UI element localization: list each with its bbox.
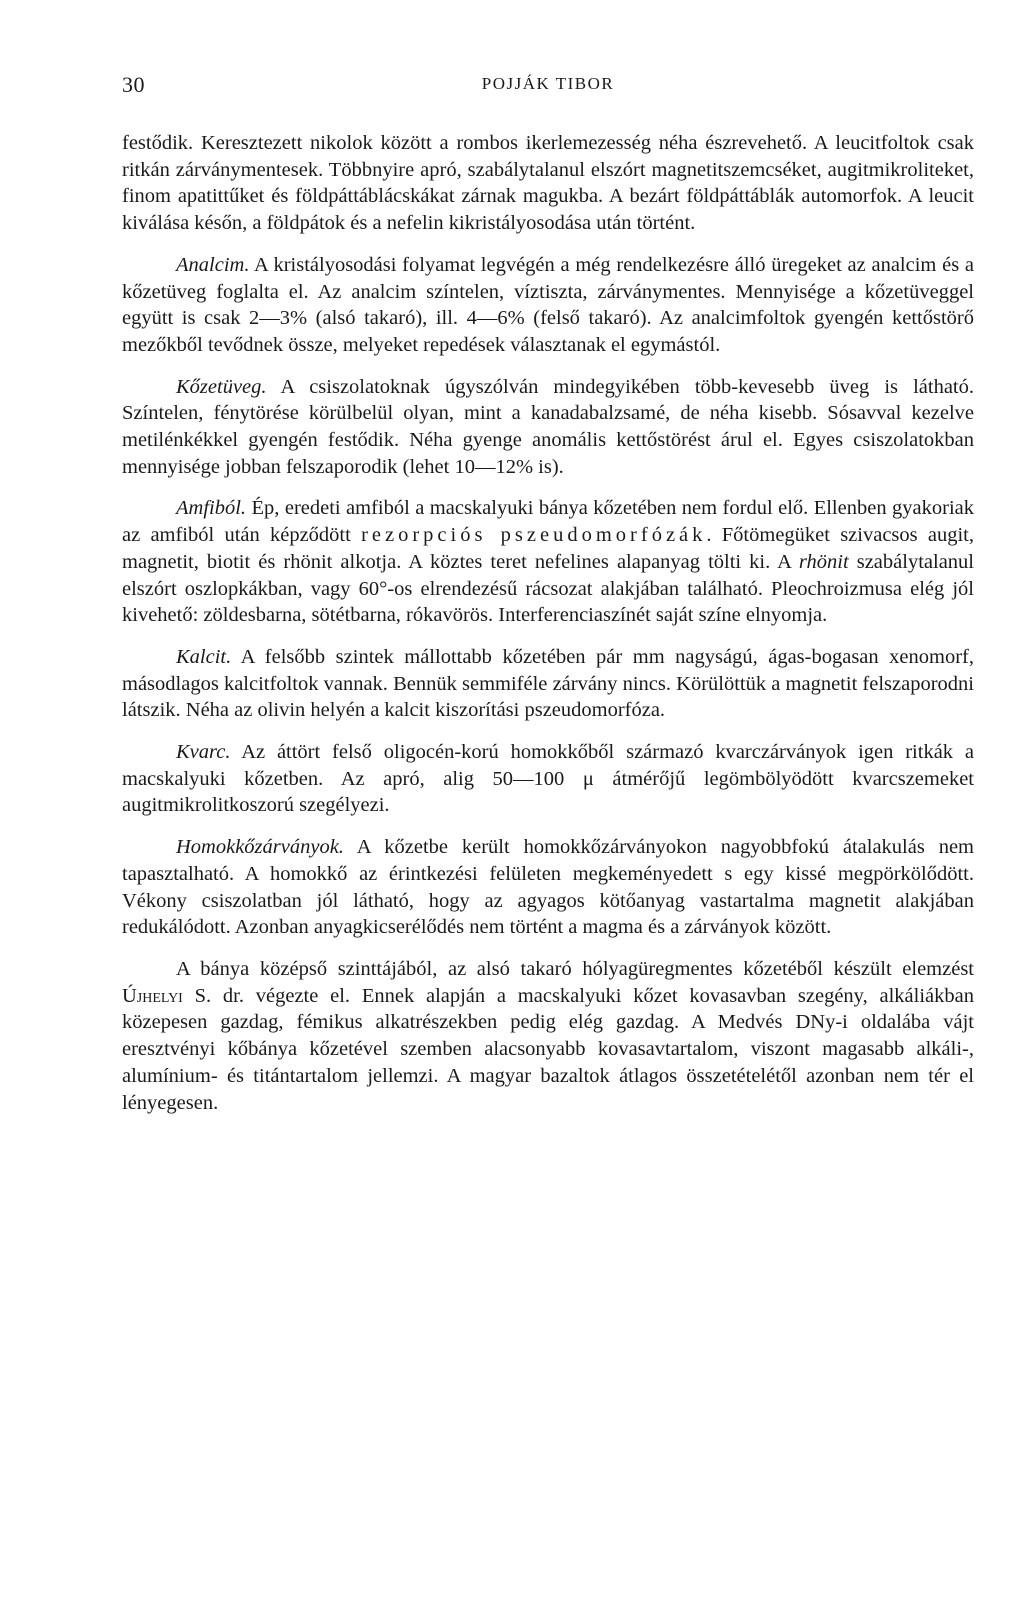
italic-term: rhönit (798, 550, 849, 573)
paragraph-text: A kristályosodási folyamat legvégén a még rendelkezésre álló üregeket az analcim és a kőzetüveg foglalta el. Az analcim színtelen, víztiszta, zárványmentes. Mennyisége a kőzetüveggel együtt is csak 2—3% (alsó takaró), ill. 4—6% (felső takaró). Az analcimfoltok gyengén kettőstörő mezőkből tevődnek össze, melyeket repedések választanak el egymástól. (122, 253, 974, 356)
section-lead-amfibol: Amfiból. (176, 497, 247, 520)
spaced-term: rezorpciós pszeudomorfózák (361, 524, 707, 547)
paragraph-homokkozarvanyok (122, 834, 974, 941)
page-number: 30 (122, 72, 145, 97)
paragraph-elemzes (122, 956, 974, 1116)
section-lead-kalcit: Kalcit. (176, 645, 232, 668)
paragraph-text: A bánya középső szinttájából, az alsó takaró hólyagüregmentes kőzetéből készült elemzést (176, 957, 974, 980)
paragraph-text: A felsőbb szintek mállottabb kőzetében pár mm nagyságú, ágas-bogasan xenomorf, másodlagos kalcitfoltok vannak. Bennük semmiféle zárvány nincs. Körülöttük a magnetit felszaporodni látszik. Néha az olivin helyén a kalcit kiszorítási pszeudomorfóza. (122, 645, 974, 722)
paragraph-text: Az áttört felső oligocén-korú homokkőből származó kvarczárványok igen ritkák a macskalyuki kőzetben. Az apró, alig 50—100 μ átmérőjű legömbölyödött kvarcszemeket augitmikrolitkoszorú szegélyezi. (122, 741, 974, 817)
section-lead-kozetuveg: Kőzetüveg. (176, 375, 267, 398)
paragraph-kozetuveg (122, 374, 974, 481)
paragraph-text: A csiszolatoknak úgyszólván mindegyikében több-kevesebb üveg is látható. Színtelen, fénytörése körülbelül olyan, mint a kanadabalzsamé, de néha kisebb. Sósavval kezelve metilénkékkel gyengén festődik. Néha gyenge anomális kettőstörést árul el. Egyes csiszolatokban mennyisége jobban felszaporodik (lehet 10—12% is). (122, 375, 974, 478)
paragraph-kalcit (122, 644, 974, 724)
paragraph-text: S. dr. végezte el. Ennek alapján a macskalyuki kőzet kovasavban szegény, alkáliákban közepesen gazdag, fémikus alkatrészekben pedig elég gazdag. A Medvés DNy-i oldalába vájt eresztvényi kőbánya kőzetével szemben alacsonyabb kovasavtartalom, viszont magasabb alkáli-, alumínium- és titántartalom jellemzi. A magyar bazaltok átlagos összetételétől azonban nem tér el lényegesen. (122, 984, 974, 1114)
section-lead-analcim: Analcim. (176, 253, 250, 276)
paragraph-text: A kőzetbe került homokkőzárványokon nagyobbfokú átalakulás nem tapasztalható. A homokkő az érintkezési felületen megkeményedett s egy kissé megpörkölődött. Vékony csiszolatban jól látható, hogy az agyagos kötőanyag vastartalma magnetit alakjában redukálódott. Azonban anyagkicserélődés nem történt a magma és a zárványok között. (122, 836, 974, 939)
paragraph-leucit-continued (122, 130, 974, 237)
paragraph-text: szabálytalanul elszórt oszlopkákban, vagy 60°-os elrendezésű rácsozat alakjában található. Pleochroizmusa elég jól kivehető: zöldesbarna, sötétbarna, rókavörös. Interferenciaszínét saját színe elnyomja. (122, 550, 974, 627)
author-name: Újhelyi (122, 984, 183, 1007)
paragraph-amfibol (122, 495, 974, 629)
section-lead-homokkozarvanyok: Homokkőzárványok. (176, 836, 344, 859)
paragraph-text: festődik. Keresztezett nikolok között a rombos ikerlemezesség néha észrevehető. A leucitfoltok csak ritkán zárványmentesek. Többnyire apró, szabálytalanul elszórt magnetitszemcséket, augitmikroliteket, finom apatittűket és földpáttáblácskákat zárnak magukba. A bezárt földpáttáblák automorfok. A leucit kiválása későn, a földpátok és a nefelin kikristályosodása után történt. (122, 132, 974, 235)
running-head: POJJÁK TIBOR (481, 74, 615, 93)
body-text (122, 130, 974, 1131)
page-header (122, 72, 974, 102)
paragraph-text: Ép, eredeti amfiból a macskalyuki bánya kőzetében nem fordul elő. Ellenben gyakoriak az amfiból után képződött (122, 497, 974, 547)
paragraph-analcim (122, 252, 974, 359)
paragraph-text: . Főtömegüket szivacsos augit, magnetit, biotit és rhönit alkotja. A köztes teret nefelines alapanyag tölti ki. A (122, 524, 974, 573)
section-lead-kvarc: Kvarc. (176, 741, 231, 764)
paragraph-kvarc (122, 739, 974, 819)
